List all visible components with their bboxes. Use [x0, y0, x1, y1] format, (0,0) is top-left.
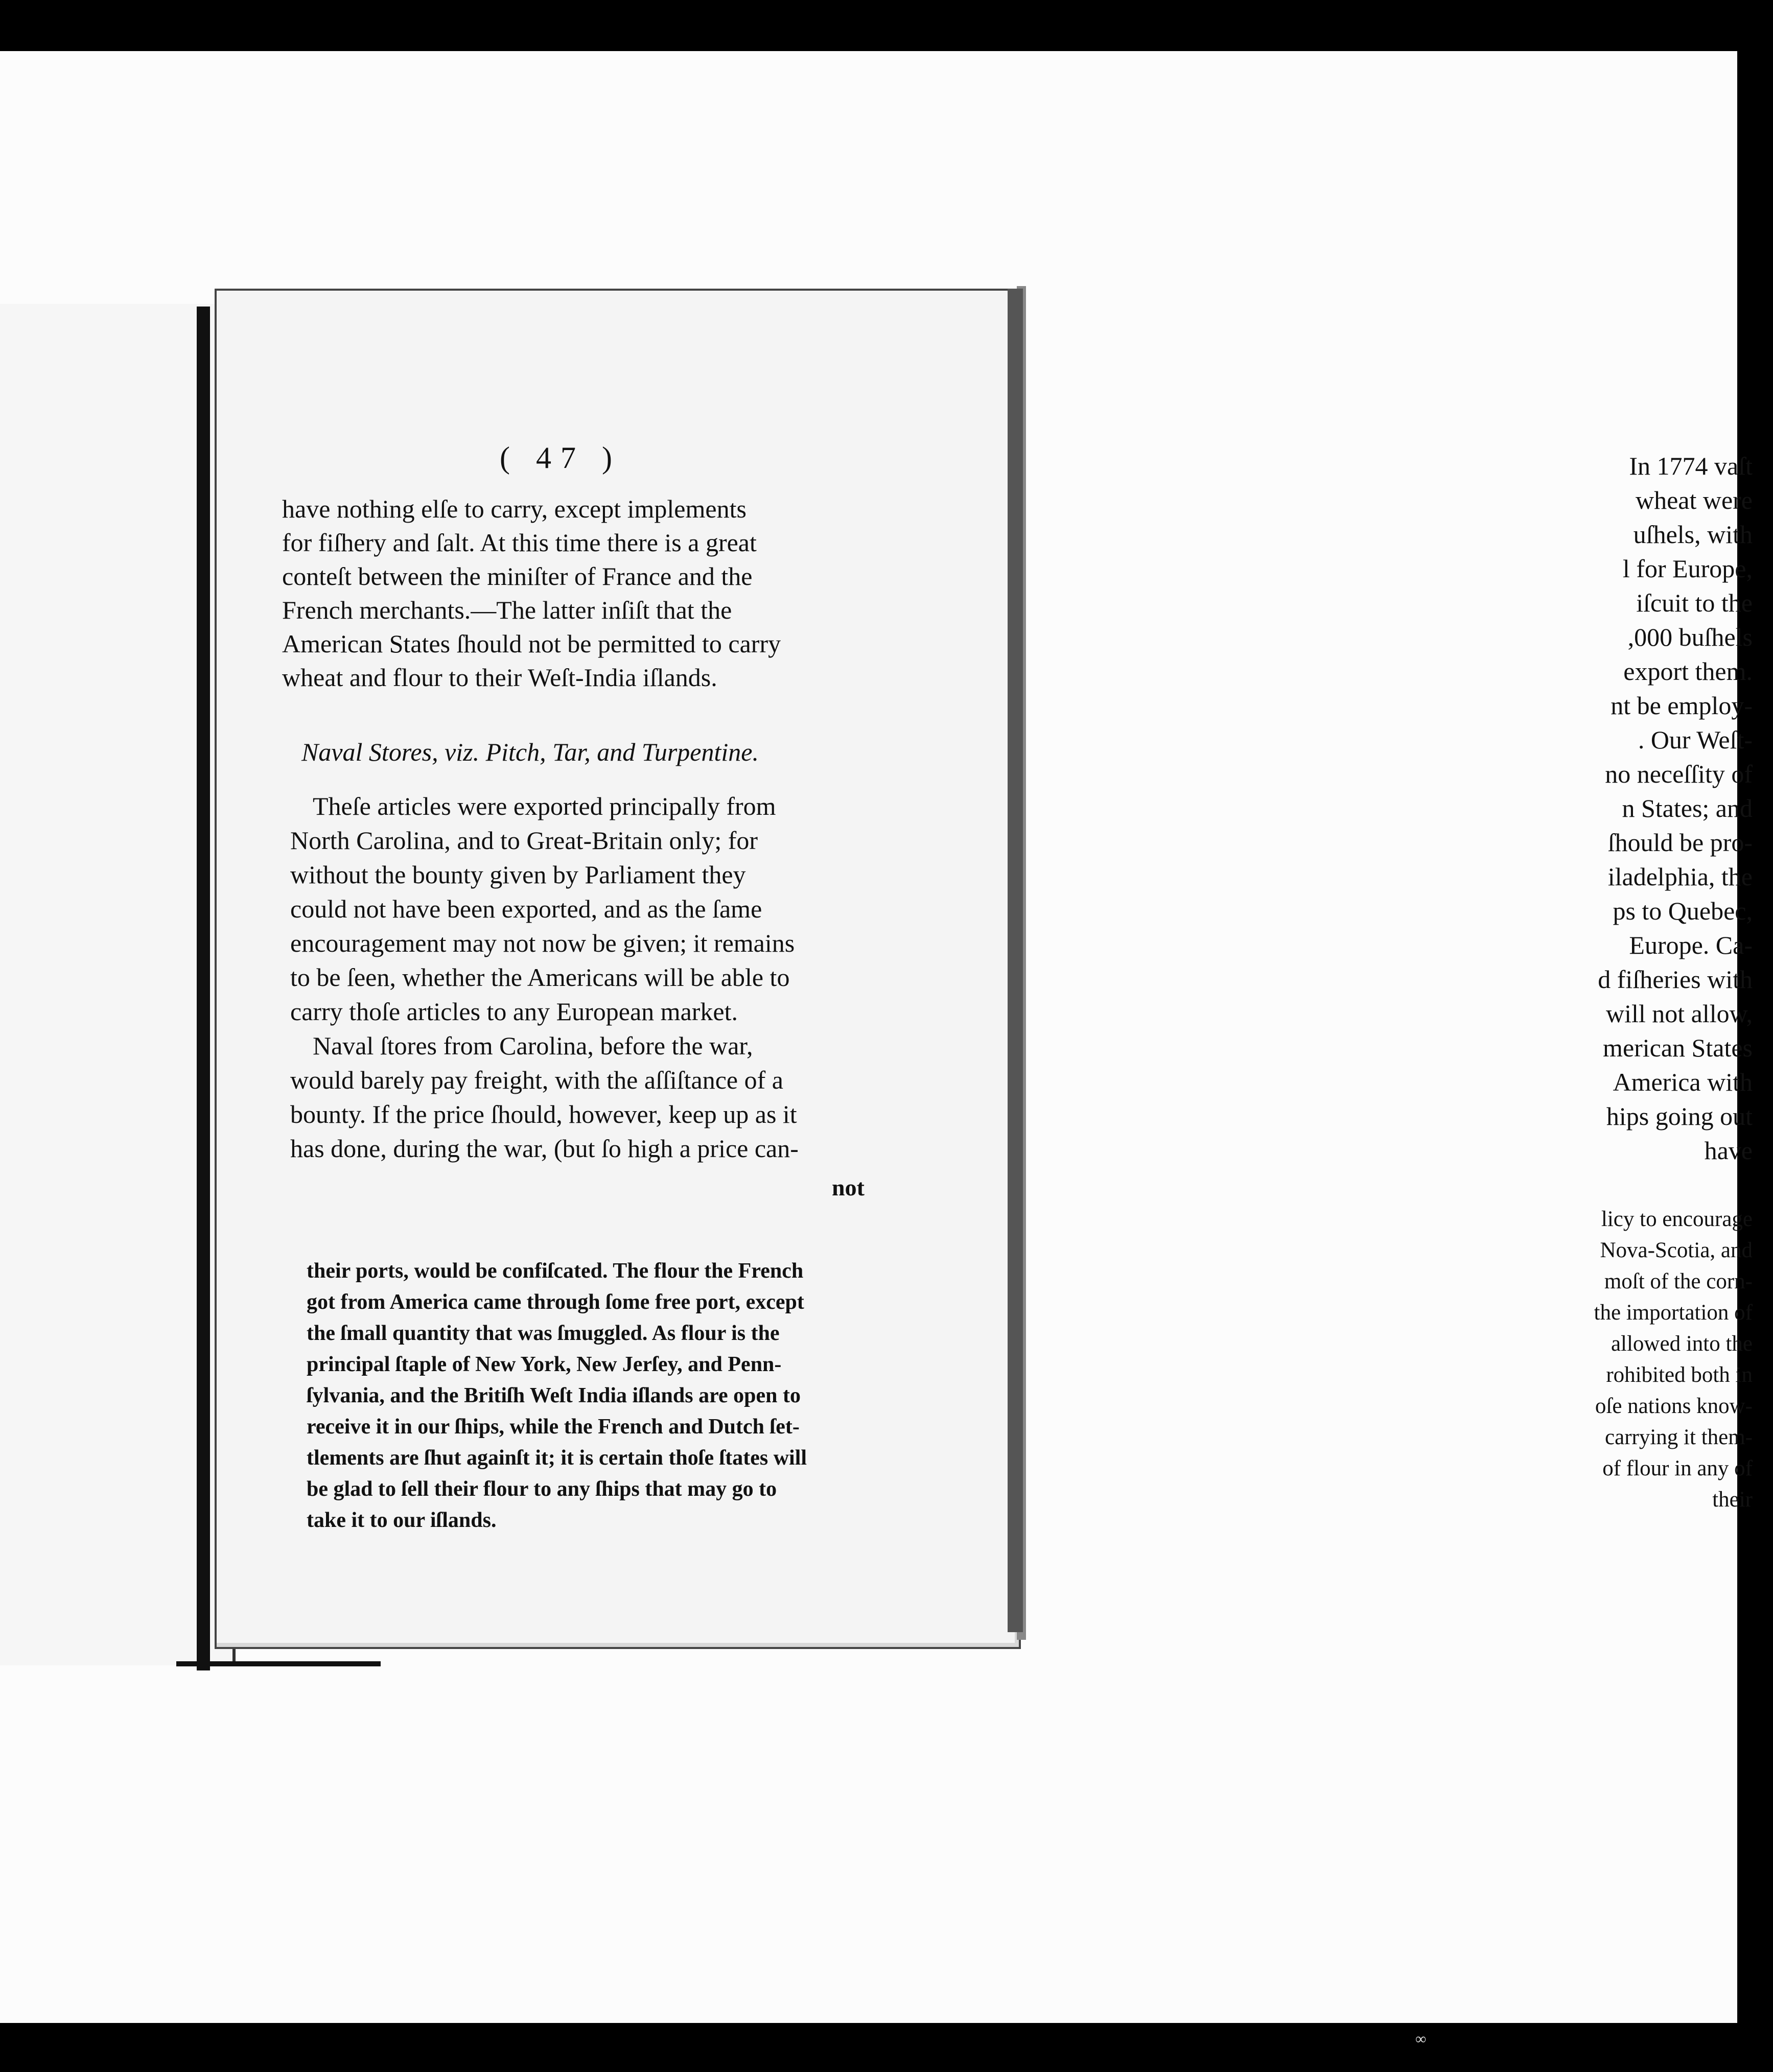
book-gutter: [197, 307, 210, 1670]
text-line: wheat were: [1635, 486, 1753, 514]
text-line: no neceſſity of: [1605, 760, 1753, 788]
text-line: the ſmall quantity that was ſmuggled. As flour is the: [307, 1322, 780, 1345]
text-line: without the bounty given by Parliament they: [290, 860, 746, 889]
text-line: ,000 buſhels: [1627, 623, 1753, 651]
text-line: tlements are ſhut againſt it; it is certain thoſe ſtates will: [307, 1446, 807, 1470]
text-line: ſylvania, and the Britiſh Weſt India iſlands are open to: [307, 1384, 801, 1407]
text-line: would barely pay freight, with the aſſiſtance of a: [290, 1066, 783, 1094]
text-line: for fiſhery and ſalt. At this time there is a great: [282, 528, 757, 557]
text-line: moſt of the corn-: [1604, 1269, 1753, 1293]
text-line: oſe nations know-: [1595, 1394, 1753, 1418]
text-line: encouragement may not now be given; it remains: [290, 929, 795, 957]
text-line: nt be employ-: [1611, 691, 1753, 720]
text-line: rohibited both in: [1606, 1363, 1753, 1387]
text-line: receive it in our ſhips, while the French and Dutch ſet-: [307, 1415, 800, 1439]
text-line: carrying it them-: [1605, 1425, 1753, 1449]
text-line: licy to encourage: [1601, 1207, 1753, 1231]
text-line: bounty. If the price ſhould, however, keep up as it: [290, 1100, 797, 1128]
text-line: ſhould be pro-: [1607, 828, 1753, 857]
text-line: of flour in any of: [1602, 1456, 1753, 1480]
text-line: take it to our iſlands.: [307, 1509, 497, 1532]
text-line: conteſt between the miniſter of France and the: [282, 562, 753, 591]
text-line: Nova-Scotia, and: [1600, 1238, 1753, 1262]
text-line: American States ſhould not be permitted to carry: [282, 629, 781, 658]
page-edge-shadow: [1008, 289, 1023, 1632]
text-line: have: [1704, 1136, 1753, 1165]
text-line: got from America came through ſome free port, except: [307, 1290, 804, 1314]
text-line: North Carolina, and to Great-Britain only; for: [290, 826, 758, 855]
text-line: America with: [1613, 1068, 1753, 1096]
text-line: l for Europe,: [1622, 554, 1753, 583]
text-line: wheat and flour to their Weſt-India iſlands.: [282, 663, 717, 692]
text-line: hips going out: [1606, 1102, 1753, 1131]
text-line: ps to Quebec,: [1613, 897, 1753, 925]
text-line: n States; and: [1622, 794, 1753, 822]
foot-rule: [176, 1661, 381, 1666]
page-number: ( 47 ): [500, 441, 621, 475]
text-line: be glad to ſell their flour to any ſhips that may go to: [307, 1477, 777, 1501]
text-line: In 1774 vaſt: [1629, 452, 1753, 480]
catchword: not: [832, 1174, 865, 1200]
text-line: Naval ſtores from Carolina, before the war,: [313, 1031, 753, 1060]
text-line: merican States: [1603, 1033, 1753, 1062]
text-line: their: [1712, 1488, 1753, 1512]
text-line: to be ſeen, whether the Americans will be able to: [290, 963, 790, 992]
text-line: carry thoſe articles to any European market.: [290, 997, 738, 1026]
text-line: their ports, would be confiſcated. The flour the French: [307, 1259, 804, 1283]
text-line: principal ſtaple of New York, New Jerſey, and Penn-: [307, 1353, 782, 1376]
text-line: uſhels, with: [1633, 520, 1753, 549]
text-line: export them.: [1623, 657, 1753, 686]
text-line: have nothing elſe to carry, except implements: [282, 495, 746, 523]
section-heading: Naval Stores, viz. Pitch, Tar, and Turpentine.: [301, 738, 759, 766]
text-line: has done, during the war, (but ſo high a price can-: [290, 1134, 799, 1163]
text-line: iladelphia, the: [1607, 862, 1753, 891]
text-line: . Our Weſt-: [1638, 725, 1753, 754]
text-line: iſcuit to the: [1636, 588, 1753, 617]
text-line: allowed into the: [1611, 1332, 1753, 1356]
scanner-mark: ∞: [1415, 2031, 1427, 2047]
text-line: Theſe articles were exported principally from: [313, 792, 776, 820]
text-line: French merchants.—The latter inſiſt that the: [282, 596, 732, 624]
text-line: the importation of: [1594, 1301, 1753, 1325]
text-line: d fiſheries with: [1598, 965, 1753, 994]
text-line: Europe. Ca-: [1629, 931, 1753, 959]
text-line: will not allow,: [1605, 999, 1753, 1028]
text-line: could not have been exported, and as the ſame: [290, 894, 762, 923]
